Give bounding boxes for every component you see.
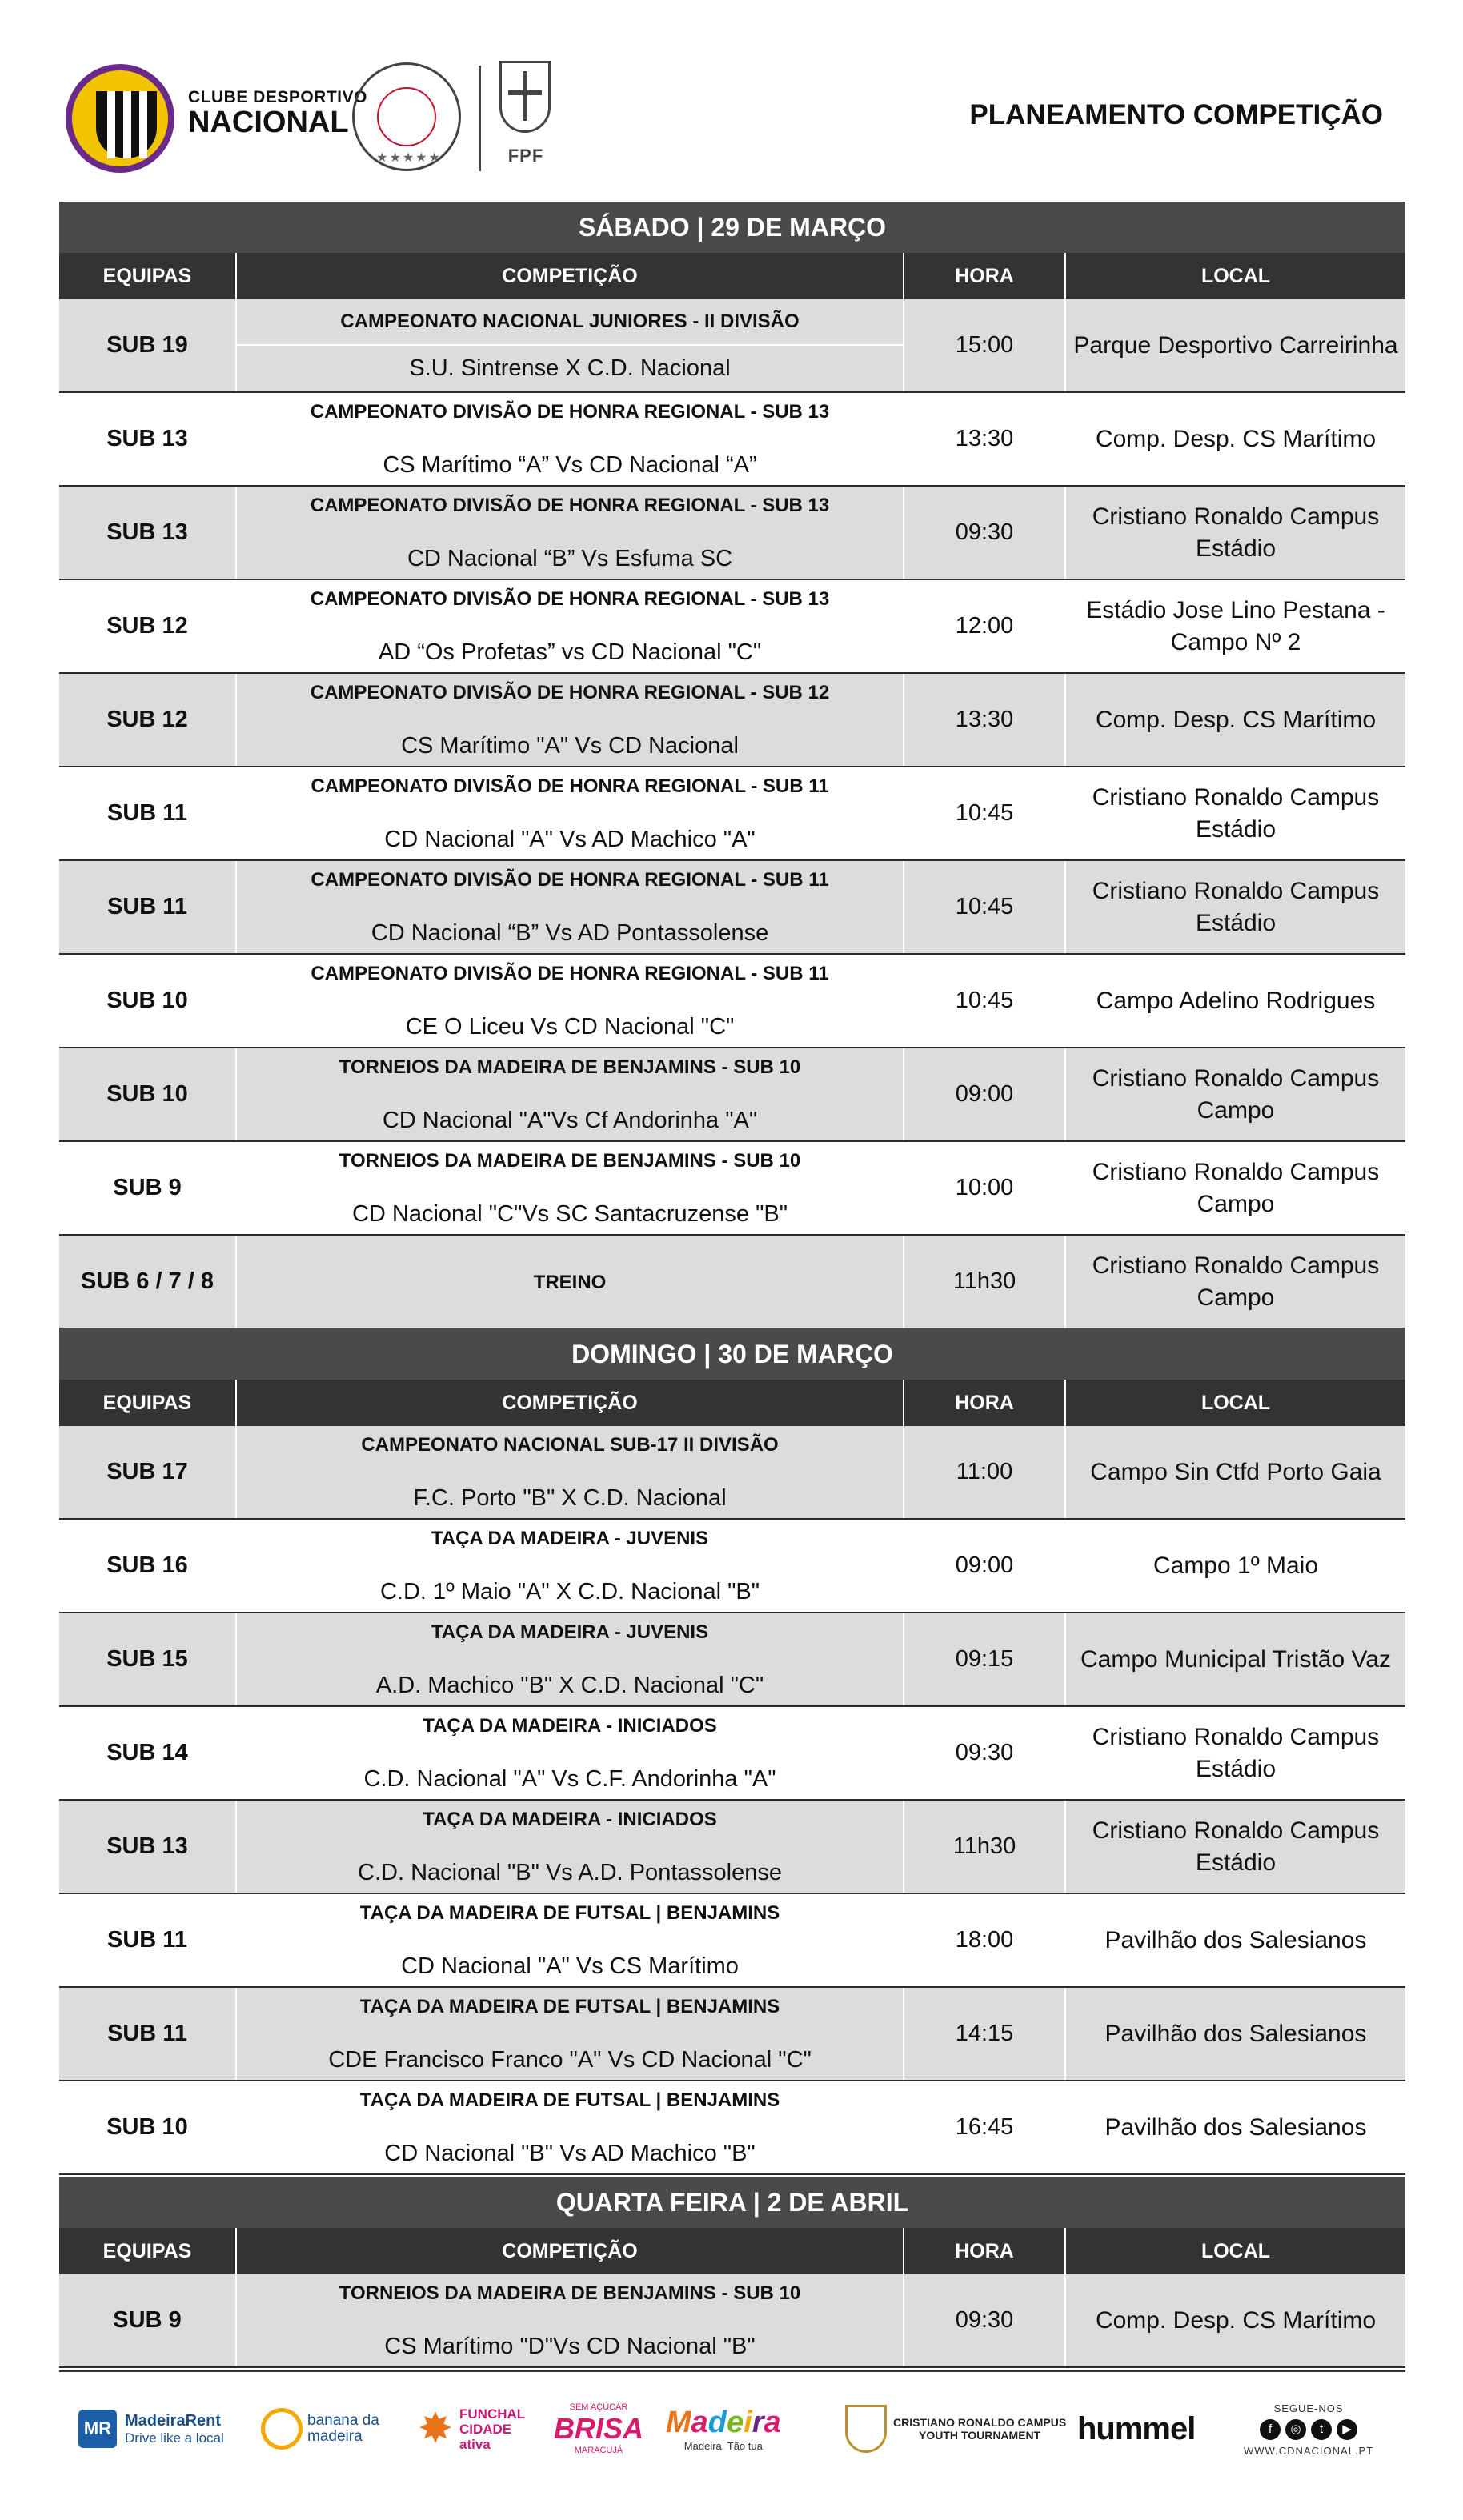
competition-cell — [237, 1236, 904, 1328]
time-cell: 12:00 — [904, 580, 1066, 672]
brisa-sub: MARACUJÁ — [574, 2446, 623, 2455]
match-teams: CS Marítimo “A” Vs CD Nacional “A” — [383, 452, 757, 478]
competition-name: TAÇA DA MADEIRA DE FUTSAL | BENJAMINS — [359, 2089, 780, 2111]
competition-cell — [237, 1707, 904, 1799]
competition-name: TAÇA DA MADEIRA - INICIADOS — [423, 1715, 717, 1737]
section-date-title: QUARTA FEIRA | 2 DE ABRIL — [59, 2177, 1405, 2228]
schedule-row — [59, 1988, 1405, 2081]
banana-line2: madeira — [307, 2428, 363, 2445]
location-cell: Cristiano Ronaldo Campus Campo — [1092, 1064, 1380, 1124]
match-teams: CD Nacional "B" Vs AD Machico "B" — [384, 2141, 756, 2166]
column-header-location: LOCAL — [1200, 2239, 1271, 2262]
competition-cell — [237, 1894, 904, 1986]
competition-cell — [237, 1048, 904, 1140]
match-teams: F.C. Porto "B" X C.D. Nacional — [413, 1485, 727, 1511]
match-teams: AD “Os Profetas” vs CD Nacional "C" — [378, 639, 762, 665]
schedule-row — [59, 1613, 1405, 1707]
time-cell: 09:30 — [904, 487, 1066, 579]
instagram-icon[interactable]: ◎ — [1285, 2419, 1306, 2440]
facebook-icon[interactable]: f — [1260, 2419, 1281, 2440]
location-cell: Cristiano Ronaldo Campus Campo — [1092, 1252, 1380, 1311]
schedule-row — [59, 767, 1405, 861]
funchal-runner-icon: ✸ — [418, 2406, 453, 2452]
schedule-row — [59, 955, 1405, 1048]
competition-name: TREINO — [533, 1271, 607, 1293]
competition-name: CAMPEONATO DIVISÃO DE HONRA REGIONAL - SUB 13 — [310, 588, 830, 610]
column-header-competition: COMPETIÇÃO — [237, 2228, 904, 2274]
time-cell: 09:30 — [904, 1707, 1066, 1799]
team-cell: SUB 13 — [59, 487, 237, 579]
time-cell: 15:00 — [904, 299, 1066, 391]
time-cell: 13:30 — [904, 393, 1066, 485]
competition-cell — [237, 2081, 904, 2173]
schedule-row — [59, 1236, 1405, 1329]
club-name-line2: NACIONAL — [188, 106, 349, 139]
competition-name: TORNEIOS DA MADEIRA DE BENJAMINS - SUB 10 — [339, 2282, 801, 2304]
column-header-location: LOCAL — [1200, 264, 1271, 287]
time-cell: 11h30 — [904, 1236, 1066, 1328]
competition-name: CAMPEONATO DIVISÃO DE HONRA REGIONAL - SUB 11 — [311, 963, 829, 984]
team-cell: SUB 11 — [59, 861, 237, 953]
team-cell: SUB 16 — [59, 1520, 237, 1612]
competition-cell — [237, 580, 904, 672]
match-teams: A.D. Machico "B" X C.D. Nacional "C" — [375, 1673, 764, 1698]
time-cell: 18:00 — [904, 1894, 1066, 1986]
location-cell: Comp. Desp. CS Marítimo — [1095, 425, 1377, 452]
team-cell: SUB 10 — [59, 2081, 237, 2173]
schedule-row — [59, 861, 1405, 955]
schedule-row — [59, 1048, 1405, 1142]
schedule-row — [59, 1142, 1405, 1236]
time-cell: 09:00 — [904, 1520, 1066, 1612]
crcampus-line1: CRISTIANO RONALDO CAMPUS — [893, 2416, 1067, 2429]
location-cell: Cristiano Ronaldo Campus Estádio — [1092, 783, 1380, 843]
sponsor-madeira — [666, 2402, 781, 2455]
competition-cell — [237, 1426, 904, 1518]
time-cell: 10:45 — [904, 767, 1066, 859]
madeirarent-icon: MR — [78, 2410, 117, 2448]
time-cell: 13:30 — [904, 674, 1066, 766]
sponsor-hummel — [1077, 2402, 1195, 2455]
team-cell: SUB 11 — [59, 1894, 237, 1986]
club-crest-logo — [66, 64, 174, 173]
sponsor-brisa — [554, 2402, 643, 2455]
competition-name: CAMPEONATO DIVISÃO DE HONRA REGIONAL - SUB 11 — [311, 869, 829, 891]
team-cell: SUB 17 — [59, 1426, 237, 1518]
team-cell: SUB 11 — [59, 1988, 237, 2080]
schedule-row — [59, 393, 1405, 487]
competition-cell — [237, 1988, 904, 2080]
time-cell: 10:45 — [904, 861, 1066, 953]
competition-name: TORNEIOS DA MADEIRA DE BENJAMINS - SUB 10 — [339, 1056, 801, 1078]
madeira-sub: Madeira. Tão tua — [683, 2440, 763, 2452]
team-cell: SUB 15 — [59, 1613, 237, 1705]
team-cell: SUB 13 — [59, 393, 237, 485]
location-cell: Parque Desportivo Carreirinha — [1073, 331, 1398, 359]
location-cell: Campo Adelino Rodrigues — [1096, 987, 1376, 1014]
sponsor-banana-madeira — [261, 2402, 379, 2455]
match-teams: CD Nacional "C"Vs SC Santacruzense "B" — [351, 1201, 788, 1227]
location-cell: Cristiano Ronaldo Campus Campo — [1092, 1158, 1380, 1217]
match-teams: CDE Francisco Franco "A" Vs CD Nacional "C" — [328, 2047, 812, 2073]
location-cell: Comp. Desp. CS Marítimo — [1095, 2306, 1377, 2334]
competition-name: TORNEIOS DA MADEIRA DE BENJAMINS - SUB 10 — [339, 1150, 801, 1172]
time-cell: 09:15 — [904, 1613, 1066, 1705]
competition-name: CAMPEONATO NACIONAL JUNIORES - II DIVISÃO — [237, 299, 903, 346]
funchal-line2: CIDADE — [459, 2421, 512, 2437]
certification-stars: ★★★★★ — [376, 151, 442, 165]
time-cell: 10:45 — [904, 955, 1066, 1047]
twitter-icon[interactable]: t — [1311, 2419, 1332, 2440]
club-name-line1: CLUBE DESPORTIVO — [188, 88, 367, 106]
column-header-location: LOCAL — [1200, 1391, 1271, 1414]
location-cell: Cristiano Ronaldo Campus Estádio — [1092, 503, 1380, 562]
match-teams: CD Nacional "A"Vs Cf Andorinha "A" — [382, 1108, 758, 1133]
competition-cell — [237, 674, 904, 766]
competition-name: CAMPEONATO NACIONAL SUB-17 II DIVISÃO — [361, 1434, 779, 1456]
match-teams: C.D. 1º Maio "A" X C.D. Nacional "B" — [379, 1579, 760, 1605]
funchal-line3: ativa — [459, 2436, 491, 2452]
footer-divider — [59, 2370, 1405, 2372]
time-cell: 16:45 — [904, 2081, 1066, 2173]
competition-name: TAÇA DA MADEIRA - INICIADOS — [423, 1809, 717, 1830]
competition-name: CAMPEONATO DIVISÃO DE HONRA REGIONAL - SUB 13 — [310, 495, 830, 516]
team-cell: SUB 9 — [59, 2274, 237, 2366]
competition-name: TAÇA DA MADEIRA DE FUTSAL | BENJAMINS — [359, 1996, 780, 2017]
club-website-link[interactable]: WWW.CDNACIONAL.PT — [1244, 2445, 1374, 2457]
schedule-row — [59, 674, 1405, 767]
column-header-row — [59, 2228, 1405, 2274]
certified-academy-badge — [352, 62, 461, 171]
match-teams: S.U. Sintrense X C.D. Nacional — [409, 355, 731, 381]
team-cell: SUB 10 — [59, 1048, 237, 1140]
banana-logo-icon — [261, 2408, 303, 2450]
team-cell: SUB 13 — [59, 1801, 237, 1893]
location-cell: Cristiano Ronaldo Campus Estádio — [1092, 877, 1380, 936]
competition-name: CAMPEONATO DIVISÃO DE HONRA REGIONAL - SUB 12 — [310, 682, 830, 703]
column-header-row — [59, 253, 1405, 299]
competition-cell — [237, 2274, 904, 2366]
location-cell: Cristiano Ronaldo Campus Estádio — [1092, 1817, 1380, 1876]
sponsor-madeirarent — [78, 2402, 224, 2455]
fpf-label: FPF — [507, 146, 544, 166]
column-header-time: HORA — [904, 1380, 1066, 1426]
column-header-teams: EQUIPAS — [59, 2228, 237, 2274]
time-cell: 09:30 — [904, 2274, 1066, 2366]
schedule-section-wednesday — [59, 2177, 1405, 2368]
crcampus-line2: YOUTH TOURNAMENT — [919, 2429, 1041, 2442]
column-header-time: HORA — [904, 2228, 1066, 2274]
match-teams: CE O Liceu Vs CD Nacional "C" — [405, 1014, 735, 1040]
competition-name: CAMPEONATO DIVISÃO DE HONRA REGIONAL - SUB 11 — [311, 775, 829, 797]
match-teams: CD Nacional "A" Vs AD Machico "A" — [384, 827, 756, 852]
location-cell: Campo Sin Ctfd Porto Gaia — [1090, 1458, 1381, 1485]
section-date-title: DOMINGO | 30 DE MARÇO — [59, 1328, 1405, 1380]
banana-line1: banana da — [307, 2412, 379, 2429]
schedule-row — [59, 1426, 1405, 1520]
schedule-row — [59, 487, 1405, 580]
team-cell: SUB 10 — [59, 955, 237, 1047]
competition-cell — [237, 955, 904, 1047]
match-teams: CD Nacional "A" Vs CS Marítimo — [401, 1953, 739, 1979]
match-teams: CD Nacional “B” Vs Esfuma SC — [407, 546, 733, 571]
column-header-teams: EQUIPAS — [59, 1380, 237, 1426]
match-teams: CS Marítimo "D"Vs CD Nacional "B" — [384, 2334, 756, 2359]
schedule-row — [59, 580, 1405, 674]
schedule-row — [59, 1894, 1405, 1988]
brisa-name: BRISA — [554, 2412, 644, 2445]
youtube-icon[interactable]: ▶ — [1337, 2419, 1357, 2440]
column-header-row — [59, 1380, 1405, 1426]
brisa-top: SEM AÇÚCAR — [569, 2402, 628, 2412]
competition-cell — [237, 1613, 904, 1705]
competition-cell — [237, 487, 904, 579]
cr-campus-badge-icon — [845, 2405, 887, 2453]
section-date-title: SÁBADO | 29 DE MARÇO — [59, 202, 1405, 253]
team-cell: SUB 19 — [59, 299, 237, 391]
funchal-line1: FUNCHAL — [459, 2406, 526, 2422]
madeirarent-name: MadeiraRent — [125, 2411, 222, 2430]
competition-name: TAÇA DA MADEIRA DE FUTSAL | BENJAMINS — [359, 1902, 780, 1924]
location-cell: Campo Municipal Tristão Vaz — [1080, 1645, 1391, 1673]
schedule-row — [59, 1801, 1405, 1894]
time-cell: 14:15 — [904, 1988, 1066, 2080]
social-label: SEGUE-NOS — [1273, 2402, 1344, 2414]
match-teams: CD Nacional “B” Vs AD Pontassolense — [371, 920, 769, 946]
competition-cell — [237, 767, 904, 859]
column-header-time: HORA — [904, 253, 1066, 299]
time-cell: 11:00 — [904, 1426, 1066, 1518]
sponsors-footer — [59, 2370, 1405, 2466]
schedule-row — [59, 1520, 1405, 1613]
location-cell: Campo 1º Maio — [1152, 1552, 1319, 1579]
match-teams: C.D. Nacional "A" Vs C.F. Andorinha "A" — [363, 1766, 776, 1792]
schedule-row — [59, 2081, 1405, 2175]
team-cell: SUB 11 — [59, 767, 237, 859]
schedule-row — [59, 1707, 1405, 1801]
hummel-logo: hummel — [1077, 2410, 1196, 2446]
location-cell: Estádio Jose Lino Pestana - Campo Nº 2 — [1086, 596, 1385, 655]
madeirarent-tagline: Drive like a local — [125, 2430, 224, 2446]
match-teams: CS Marítimo "A" Vs CD Nacional — [401, 733, 739, 759]
team-cell: SUB 12 — [59, 580, 237, 672]
page-title: PLANEAMENTO COMPETIÇÃO — [969, 99, 1383, 130]
sponsor-cr-campus-tournament — [845, 2402, 1066, 2455]
location-cell: Pavilhão dos Salesianos — [1104, 2020, 1367, 2047]
sponsor-funchal-cidade-ativa — [411, 2402, 525, 2455]
time-cell: 09:00 — [904, 1048, 1066, 1140]
column-header-competition: COMPETIÇÃO — [237, 253, 904, 299]
team-cell: SUB 12 — [59, 674, 237, 766]
social-links — [1244, 2391, 1373, 2468]
schedule-section-saturday — [59, 202, 1405, 1329]
location-cell: Comp. Desp. CS Marítimo — [1095, 706, 1377, 733]
time-cell: 11h30 — [904, 1801, 1066, 1893]
page-header — [0, 0, 1463, 192]
column-header-teams: EQUIPAS — [59, 253, 237, 299]
header-divider — [479, 66, 481, 171]
competition-name: TAÇA DA MADEIRA - JUVENIS — [431, 1621, 709, 1643]
competition-cell — [237, 1142, 904, 1234]
location-cell: Pavilhão dos Salesianos — [1104, 1926, 1367, 1953]
fpf-logo — [490, 61, 562, 173]
schedule-row — [59, 2274, 1405, 2368]
madeira-name: Madeira — [666, 2406, 781, 2439]
competition-name: TAÇA DA MADEIRA - JUVENIS — [431, 1528, 709, 1549]
schedule-section-sunday — [59, 1328, 1405, 2175]
column-header-competition: COMPETIÇÃO — [237, 1380, 904, 1426]
time-cell: 10:00 — [904, 1142, 1066, 1234]
competition-name: CAMPEONATO DIVISÃO DE HONRA REGIONAL - SUB 13 — [310, 401, 830, 423]
team-cell: SUB 6 / 7 / 8 — [59, 1236, 237, 1328]
location-cell: Pavilhão dos Salesianos — [1104, 2113, 1367, 2141]
schedule-row — [59, 299, 1405, 393]
competition-cell — [237, 393, 904, 485]
team-cell: SUB 14 — [59, 1707, 237, 1799]
competition-cell — [237, 861, 904, 953]
competition-cell — [237, 1520, 904, 1612]
match-teams: C.D. Nacional "B" Vs A.D. Pontassolense — [358, 1860, 782, 1885]
club-name — [188, 88, 367, 138]
competition-cell — [237, 299, 904, 391]
competition-cell — [237, 1801, 904, 1893]
team-cell: SUB 9 — [59, 1142, 237, 1234]
location-cell: Cristiano Ronaldo Campus Estádio — [1092, 1723, 1380, 1782]
